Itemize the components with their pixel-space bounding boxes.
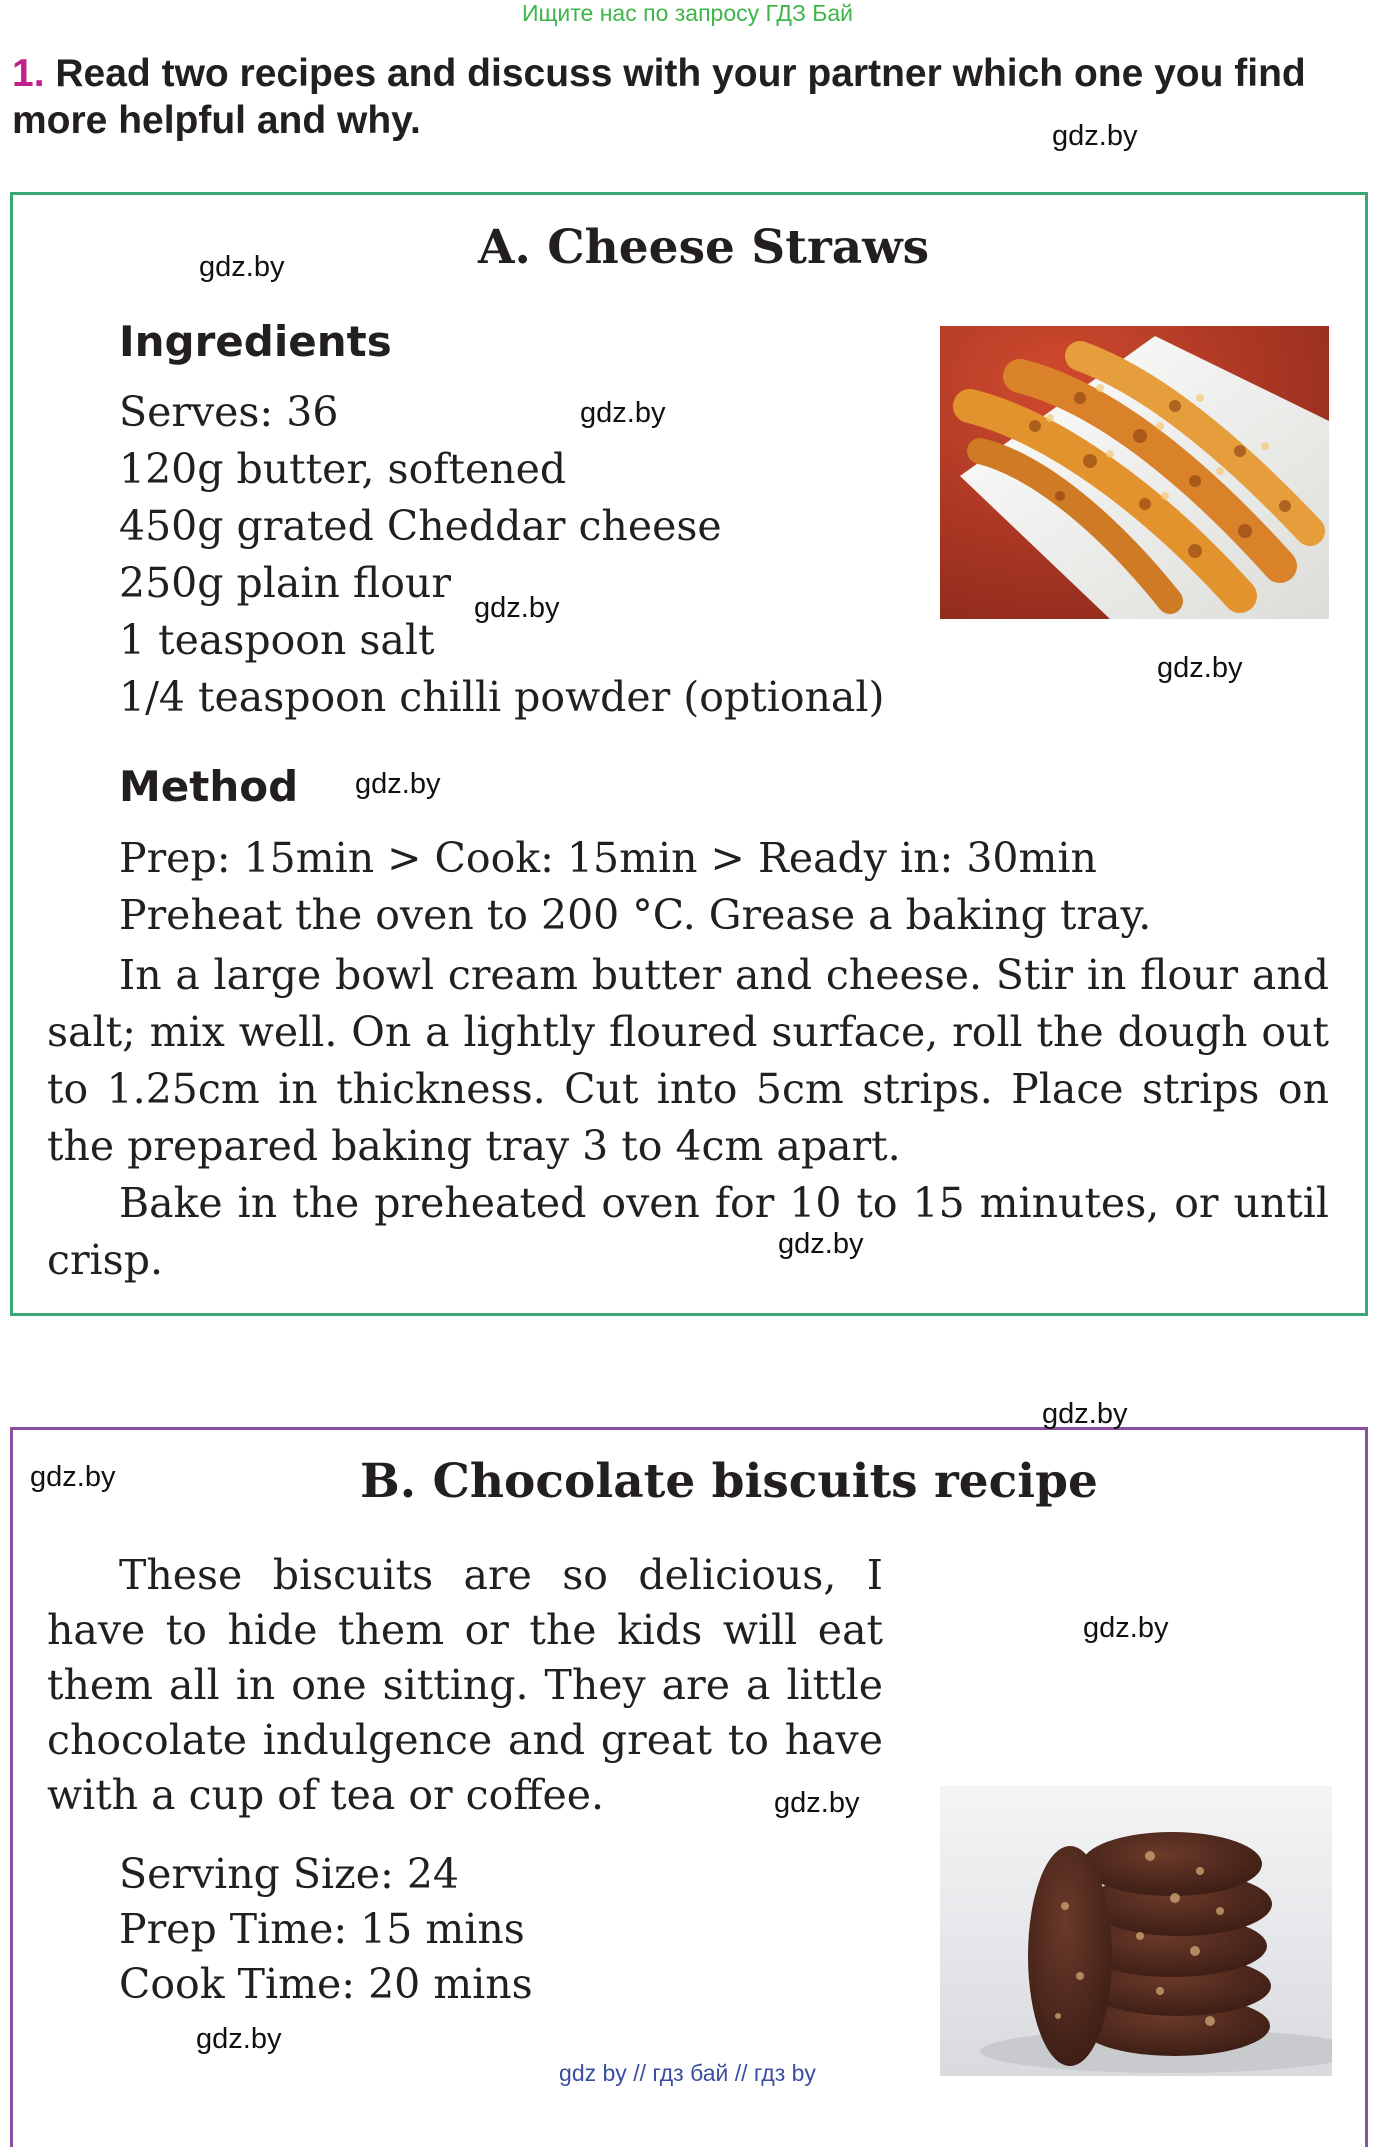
ingredient-item: 120g butter, softened [119, 445, 567, 493]
ingredient-item: 450g grated Cheddar cheese [119, 502, 722, 550]
ingredients-heading: Ingredients [119, 317, 392, 366]
watermark: gdz.by [30, 1461, 116, 1493]
watermark: gdz.by [199, 251, 285, 283]
top-banner[interactable]: Ищите нас по запросу ГДЗ Бай [521, 0, 854, 26]
ingredient-item: 1 teaspoon salt [119, 616, 435, 664]
recipe-b-title: B. Chocolate biscuits recipe [360, 1454, 1098, 1509]
chocolate-biscuits-photo [940, 1786, 1332, 2076]
watermark: gdz.by [1083, 1612, 1169, 1644]
recipe-a-title: A. Cheese Straws [478, 220, 930, 275]
watermark: gdz.by [474, 592, 560, 624]
watermark: gdz.by [196, 2023, 282, 2055]
exercise-text: Read two recipes and discuss with your partner which one you find more helpful and why. [12, 52, 1306, 142]
ingredient-item: 1/4 teaspoon chilli powder (optional) [119, 673, 885, 721]
method-heading: Method [119, 762, 299, 811]
watermark: gdz.by [1052, 120, 1138, 152]
exercise-number: 1. [12, 52, 45, 95]
watermark: gdz.by [580, 397, 666, 429]
cheese-straws-photo [940, 326, 1329, 619]
watermark: gdz.by [355, 768, 441, 800]
ingredient-item: Serves: 36 [119, 388, 339, 436]
prep-time: Prep Time: 15 mins [119, 1905, 525, 1953]
watermark: gdz.by [778, 1228, 864, 1260]
cook-time: Cook Time: 20 mins [119, 1960, 533, 2008]
method-times: Prep: 15min > Cook: 15min > Ready in: 30min [119, 834, 1097, 882]
watermark: gdz.by [1157, 652, 1243, 684]
watermark: gdz.by [1042, 1398, 1128, 1430]
footer-links[interactable]: gdz by // гдз бай // гдз by [559, 2060, 816, 2086]
exercise-instruction [12, 50, 1367, 144]
method-preheat: Preheat the oven to 200 °C. Grease a baking tray. [119, 891, 1152, 939]
ingredient-item: 250g plain flour [119, 559, 451, 607]
serving-size: Serving Size: 24 [119, 1850, 459, 1898]
method-step: Bake in the preheated oven for 10 to 15 minutes, or until crisp. [47, 1179, 1329, 1284]
method-step: In a large bowl cream butter and cheese. Stir in flour and salt; mix well. On a lightly floured surface, roll the dough out to 1.25cm in thickness. Cut into 5cm strips. Place strips on the prepared baking tray 3 to 4cm apart. [47, 951, 1329, 1170]
recipe-b-intro: These biscuits are so delicious, I have to hide them or the kids will eat them all in one sitting. They are a little chocolate indulgence and great to have with a cup of tea or coffee. [47, 1551, 883, 1819]
watermark: gdz.by [774, 1787, 860, 1819]
